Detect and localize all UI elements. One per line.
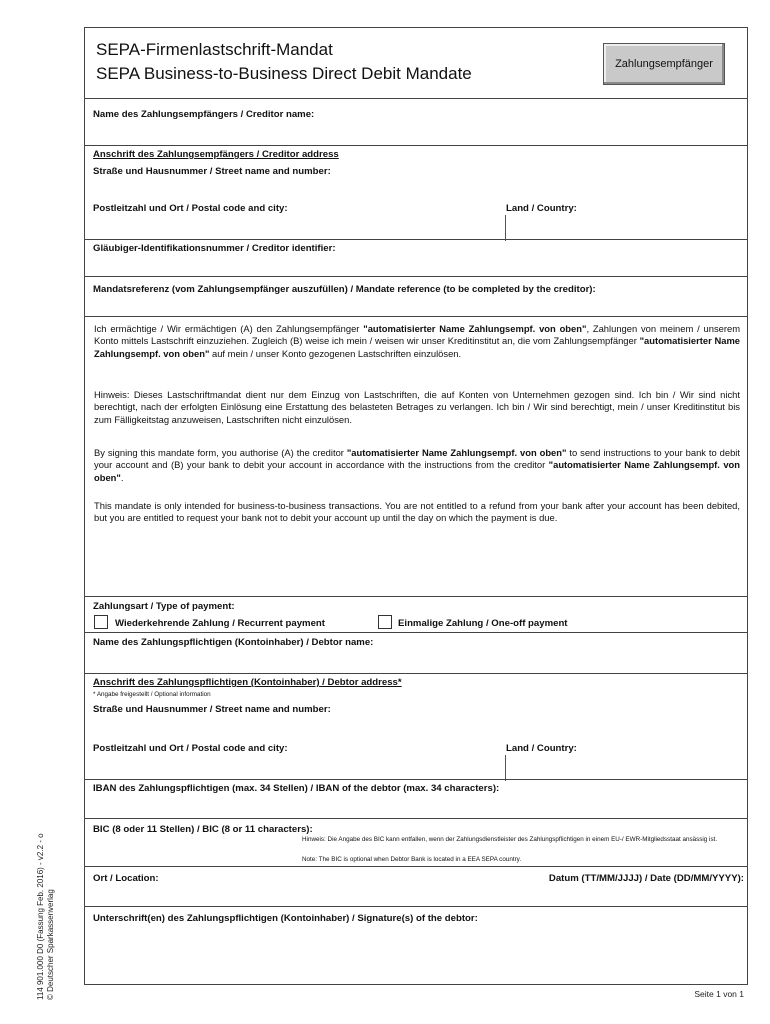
debtor-street-label: Straße und Hausnummer / Street name and number: (93, 704, 331, 715)
debtor-postal-label: Postleitzahl und Ort / Postal code and city: (93, 743, 288, 754)
divider (84, 276, 748, 277)
creditor-name-label: Name des Zahlungsempfängers / Creditor name: (93, 109, 315, 120)
oneoff-payment-label: Einmalige Zahlung / One-off payment (398, 618, 568, 629)
creditor-street-label: Straße und Hausnummer / Street name and number: (93, 166, 331, 177)
divider (84, 239, 748, 240)
debtor-name-field[interactable] (88, 650, 744, 670)
creditor-country-label: Land / Country: (506, 203, 577, 214)
divider (84, 906, 748, 907)
divider (84, 145, 748, 146)
debtor-bic-field[interactable] (88, 836, 296, 864)
authorisation-paragraph-german: Ich ermächtige / Wir ermächtigen (A) den Zahlungsempfänger "automatisierter Name Zahlungsempf. von oben", Zahlungen von meinem / unserem Konto mittels Lastschrift einzuziehen. Zugleich (B) weise ich mein / weisen wir unser Kreditinstitut an, die vom Zahlungsempfänger "automatisierter Name Zahlungsempf. von oben" auf mein / unser Konto gezogenen Lastschriften einzulösen. (94, 323, 740, 359)
debtor-bic-label: BIC (8 oder 11 Stellen) / BIC (8 or 11 characters): (93, 824, 313, 835)
oneoff-payment-checkbox[interactable] (378, 615, 392, 629)
creditor-street-field[interactable] (88, 180, 744, 200)
title-german: SEPA-Firmenlastschrift-Mandat (96, 40, 333, 59)
divider (84, 596, 748, 597)
debtor-country-label: Land / Country: (506, 743, 577, 754)
authorisation-paragraph-english: By signing this mandate form, you authorise (A) the creditor "automatisierter Name Zahlungsempf. von oben" to send instructions to your bank to debit your account and (B) your bank to debit your account in accordance with the instructions from the creditor "automatisierter Name Zahlungsempf. von oben". (94, 447, 740, 483)
signature-label: Unterschrift(en) des Zahlungspflichtigen (Kontoinhaber) / Signature(s) of the debtor: (93, 913, 478, 924)
divider (84, 866, 748, 867)
mandate-reference-label: Mandatsreferenz (vom Zahlungsempfänger auszufüllen) / Mandate reference (to be completed by the creditor): (93, 284, 596, 295)
debtor-address-heading: Anschrift des Zahlungspflichtigen (Kontoinhaber) / Debtor address* (93, 677, 402, 688)
notice-paragraph-german: Hinweis: Dieses Lastschriftmandat dient nur dem Einzug von Lastschriften, die auf Konten von Unternehmen gezogen sind. Ich bin / Wir sind nicht berechtigt, nach der erfolgten Einlösung eine Erstattung des belasteten Betrages zu verlangen. Ich bin / Wir sind berechtigt, mein / unser Kreditinstitut bis zum Fälligkeitstag anzuweisen, Lastschriften nicht einzulösen. (94, 389, 740, 425)
bic-hint-english: Note: The BIC is optional when Debtor Bank is located in a EEA SEPA country. (302, 856, 522, 863)
divider (84, 818, 748, 819)
country-divider (505, 215, 506, 241)
divider (84, 316, 748, 317)
recurrent-payment-label: Wiederkehrende Zahlung / Recurrent payment (115, 618, 325, 629)
divider (84, 779, 748, 780)
debtor-country-field[interactable] (508, 757, 744, 779)
signature-field[interactable] (88, 928, 744, 980)
debtor-iban-label: IBAN des Zahlungspflichtigen (max. 34 Stellen) / IBAN of the debtor (max. 34 characters): (93, 783, 500, 794)
creditor-name-field[interactable] (88, 122, 744, 142)
debtor-street-field[interactable] (88, 718, 744, 738)
country-divider (505, 755, 506, 781)
title-english: SEPA Business-to-Business Direct Debit Mandate (96, 64, 472, 83)
date-label: Datum (TT/MM/JJJJ) / Date (DD/MM/YYYY): (548, 873, 744, 884)
notice-paragraph-english: This mandate is only intended for business-to-business transactions. You are not entitled to a refund from your bank after your account has been debited, but you are entitled to request your bank not to debit your account up until the day on which the payment is due. (94, 500, 740, 524)
location-field[interactable] (88, 886, 488, 904)
date-field[interactable] (500, 886, 744, 904)
creditor-identifier-label: Gläubiger-Identifikationsnummer / Creditor identifier: (93, 243, 336, 254)
creditor-country-field[interactable] (508, 217, 744, 239)
debtor-name-label: Name des Zahlungspflichtigen (Kontoinhaber) / Debtor name: (93, 637, 374, 648)
divider (84, 632, 748, 633)
divider (84, 673, 748, 674)
debtor-postal-field[interactable] (88, 757, 502, 779)
location-label: Ort / Location: (93, 873, 159, 884)
recurrent-payment-checkbox[interactable] (94, 615, 108, 629)
optional-info-note: * Angabe freigestellt / Optional information (93, 691, 211, 698)
creditor-identifier-field[interactable] (88, 256, 744, 274)
creditor-address-heading: Anschrift des Zahlungsempfängers / Creditor address (93, 149, 339, 160)
creditor-postal-label: Postleitzahl und Ort / Postal code and city: (93, 203, 288, 214)
form-number-side-text: 114 901.000 D0 (Fassung Feb. 2016) - v2.2 - o © Deutscher Sparkassenverlag (36, 833, 55, 1000)
debtor-iban-field[interactable] (88, 796, 744, 816)
creditor-postal-field[interactable] (88, 217, 502, 239)
mandate-reference-field[interactable] (88, 297, 744, 315)
bic-hint-german: Hinweis: Die Angabe des BIC kann entfallen, wenn der Zahlungsdienstleister des Zahlungspflichtigen in einem EU-/ EWR-Mitgliedsstaat ansässig ist. (302, 836, 718, 843)
payment-type-label: Zahlungsart / Type of payment: (93, 601, 235, 612)
creditor-copy-badge: Zahlungsempfänger (603, 43, 725, 85)
page-number: Seite 1 von 1 (694, 989, 744, 999)
